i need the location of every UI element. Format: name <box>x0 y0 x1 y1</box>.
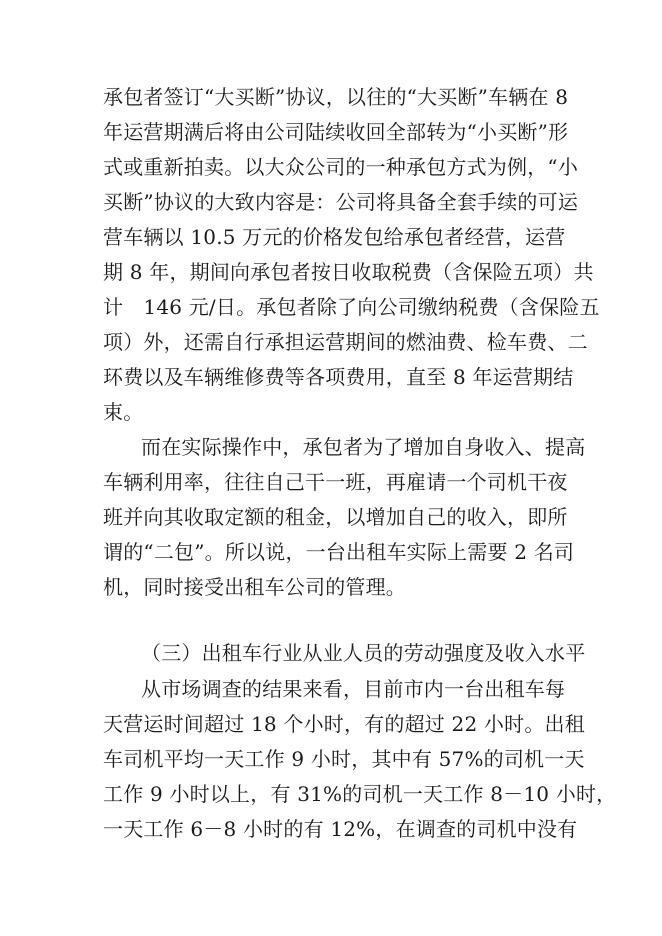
paragraph-line: 谓的“二包”。所以说，一台出租车实际上需要 2 名司 <box>103 540 575 564</box>
section-heading: （三）出租车行业从业人员的劳动强度及收入水平 <box>141 641 586 665</box>
paragraph-line: 项）外，还需自行承担运营期间的燃油费、检车费、二 <box>103 330 588 354</box>
paragraph-line: 天营运时间超过 18 个小时，有的超过 22 小时。出租 <box>103 712 585 736</box>
paragraph-line: 环费以及车辆维修费等各项费用，直至 8 年运营期结 <box>103 365 574 389</box>
paragraph-line: 期 8 年，期间向承包者按日收取税费（含保险五项）共 <box>103 260 594 284</box>
paragraph-line: 买断”协议的大致内容是：公司将具备全套手续的可运 <box>103 190 579 214</box>
paragraph-line: 营车辆以 10.5 万元的价格发包给承包者经营，运营 <box>103 225 566 249</box>
paragraph-line: 年运营期满后将由公司陆续收回全部转为“小买断”形 <box>103 120 569 144</box>
paragraph-line: 而在实际操作中，承包者为了增加自身收入、提高 <box>141 435 586 459</box>
paragraph-line: 机，同时接受出租车公司的管理。 <box>103 575 406 599</box>
paragraph-line: 从市场调查的结果来看，目前市内一台出租车每 <box>141 677 566 701</box>
paragraph-line: 计 146 元/日。承包者除了向公司缴纳税费（含保险五 <box>103 295 600 319</box>
paragraph-line: 束。 <box>103 400 144 424</box>
paragraph-line: 车司机平均一天工作 9 小时，其中有 57%的司机一天 <box>103 747 585 771</box>
paragraph-line: 车辆利用率，往往自己干一班，再雇请一个司机干夜 <box>103 470 568 494</box>
paragraph-line: 承包者签订“大买断”协议，以往的“大买断”车辆在 8 <box>103 85 569 109</box>
paragraph-line: 式或重新拍卖。以大众公司的一种承包方式为例，“小 <box>103 155 579 179</box>
paragraph-line: 班并向其收取定额的租金，以增加自己的收入，即所 <box>103 505 568 529</box>
paragraph-line: 一天工作 6－8 小时的有 12%，在调查的司机中没有 <box>103 817 578 841</box>
paragraph-line: 工作 9 小时以上，有 31%的司机一天工作 8－10 小时， <box>103 782 617 806</box>
